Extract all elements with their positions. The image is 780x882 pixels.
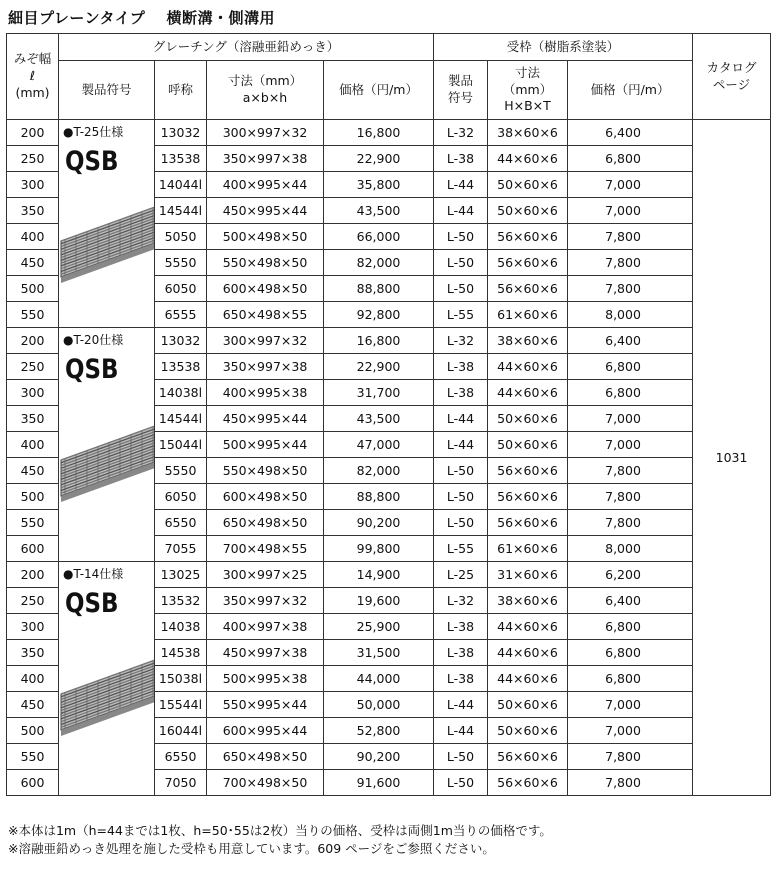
width-cell: 200 <box>7 120 59 146</box>
width-cell: 250 <box>7 354 59 380</box>
frame-price-cell: 7,000 <box>568 692 693 718</box>
frame-code-header: 製品 符号 <box>434 61 488 120</box>
nominal-cell: 6550 <box>155 744 207 770</box>
price-cell: 14,900 <box>324 562 434 588</box>
dims-cell: 700×498×55 <box>207 536 324 562</box>
frame-code-cell: L-38 <box>434 640 488 666</box>
width-cell: 450 <box>7 250 59 276</box>
frame-code-cell: L-50 <box>434 224 488 250</box>
frame-code-cell: L-44 <box>434 718 488 744</box>
frame-dims-cell: 44×60×6 <box>488 640 568 666</box>
frame-code-cell: L-50 <box>434 458 488 484</box>
dims-cell: 550×498×50 <box>207 250 324 276</box>
catalog-page-cell: 1031 <box>693 120 771 796</box>
frame-code-cell: L-50 <box>434 770 488 796</box>
width-cell: 550 <box>7 510 59 536</box>
price-cell: 90,200 <box>324 510 434 536</box>
frame-dims-cell: 44×60×6 <box>488 380 568 406</box>
grating-group-header: グレーチング（溶融亜鉛めっき） <box>59 34 434 61</box>
nominal-cell: 13538 <box>155 146 207 172</box>
frame-dims-cell: 44×60×6 <box>488 614 568 640</box>
brand-logo: QSB <box>65 588 119 619</box>
nominal-cell: 13532 <box>155 588 207 614</box>
frame-dims-cell: 50×60×6 <box>488 718 568 744</box>
dims-cell: 400×997×38 <box>207 614 324 640</box>
frame-price-cell: 7,000 <box>568 718 693 744</box>
width-cell: 550 <box>7 744 59 770</box>
width-cell: 400 <box>7 224 59 250</box>
frame-code-cell: L-25 <box>434 562 488 588</box>
frame-code-cell: L-44 <box>434 172 488 198</box>
price-cell: 66,000 <box>324 224 434 250</box>
nominal-cell: 6050 <box>155 276 207 302</box>
price-cell: 47,000 <box>324 432 434 458</box>
nominal-cell: 13032 <box>155 120 207 146</box>
frame-dims-cell: 56×60×6 <box>488 770 568 796</box>
page-title: 細目プレーンタイプ 横断溝・側溝用 <box>8 9 275 27</box>
frame-code-cell: L-38 <box>434 380 488 406</box>
width-cell: 350 <box>7 406 59 432</box>
frame-code-cell: L-32 <box>434 588 488 614</box>
width-cell: 500 <box>7 718 59 744</box>
frame-dims-cell: 56×60×6 <box>488 510 568 536</box>
nominal-cell: 13032 <box>155 328 207 354</box>
frame-price-header: 価格（円/m） <box>568 61 693 120</box>
frame-price-cell: 7,000 <box>568 172 693 198</box>
frame-price-cell: 6,400 <box>568 588 693 614</box>
width-cell: 300 <box>7 380 59 406</box>
frame-dims-cell: 38×60×6 <box>488 120 568 146</box>
width-cell: 500 <box>7 484 59 510</box>
width-cell: 600 <box>7 536 59 562</box>
frame-code-cell: L-32 <box>434 120 488 146</box>
price-cell: 22,900 <box>324 354 434 380</box>
frame-price-cell: 7,800 <box>568 770 693 796</box>
width-cell: 500 <box>7 276 59 302</box>
frame-code-cell: L-50 <box>434 250 488 276</box>
dims-cell: 300×997×32 <box>207 328 324 354</box>
frame-code-cell: L-38 <box>434 666 488 692</box>
frame-dims-cell: 56×60×6 <box>488 744 568 770</box>
frame-price-cell: 8,000 <box>568 536 693 562</box>
price-cell: 22,900 <box>324 146 434 172</box>
frame-dims-cell: 38×60×6 <box>488 588 568 614</box>
product-code-header: 製品符号 <box>59 61 155 120</box>
frame-dims-cell: 56×60×6 <box>488 276 568 302</box>
frame-price-cell: 7,800 <box>568 744 693 770</box>
load-spec-label: ●T-14仕様 <box>63 567 124 581</box>
frame-price-cell: 7,800 <box>568 250 693 276</box>
product-image-cell <box>59 562 155 796</box>
brand-logo: QSB <box>65 146 119 177</box>
price-cell: 82,000 <box>324 458 434 484</box>
brand-logo: QSB <box>65 354 119 385</box>
dims-cell: 300×997×25 <box>207 562 324 588</box>
frame-price-cell: 7,800 <box>568 276 693 302</box>
frame-dims-cell: 61×60×6 <box>488 536 568 562</box>
nominal-cell: 14038 <box>155 614 207 640</box>
width-cell: 300 <box>7 172 59 198</box>
nominal-cell: 14544l <box>155 198 207 224</box>
nominal-cell: 15044l <box>155 432 207 458</box>
nominal-cell: 5550 <box>155 458 207 484</box>
price-cell: 88,800 <box>324 276 434 302</box>
grating-illustration-icon <box>59 562 155 796</box>
nominal-cell: 14038l <box>155 380 207 406</box>
frame-code-cell: L-38 <box>434 354 488 380</box>
price-cell: 16,800 <box>324 328 434 354</box>
frame-dims-cell: 50×60×6 <box>488 692 568 718</box>
dims-cell: 350×997×32 <box>207 588 324 614</box>
nominal-cell: 15038l <box>155 666 207 692</box>
nominal-cell: 13538 <box>155 354 207 380</box>
frame-code-cell: L-50 <box>434 484 488 510</box>
width-cell: 350 <box>7 640 59 666</box>
dims-cell: 350×997×38 <box>207 146 324 172</box>
catalog-page-header: カタログ ページ <box>693 34 771 120</box>
price-cell: 31,700 <box>324 380 434 406</box>
price-cell: 88,800 <box>324 484 434 510</box>
price-cell: 90,200 <box>324 744 434 770</box>
frame-price-cell: 7,800 <box>568 510 693 536</box>
frame-price-cell: 6,800 <box>568 380 693 406</box>
price-cell: 43,500 <box>324 198 434 224</box>
width-cell: 200 <box>7 562 59 588</box>
nominal-cell: 14538 <box>155 640 207 666</box>
width-cell: 450 <box>7 458 59 484</box>
width-cell: 400 <box>7 666 59 692</box>
frame-dims-cell: 61×60×6 <box>488 302 568 328</box>
dims-cell: 450×997×38 <box>207 640 324 666</box>
product-image-cell <box>59 328 155 562</box>
frame-dims-cell: 50×60×6 <box>488 406 568 432</box>
dims-cell: 450×995×44 <box>207 198 324 224</box>
nominal-cell: 14044l <box>155 172 207 198</box>
width-cell: 250 <box>7 146 59 172</box>
frame-code-cell: L-44 <box>434 692 488 718</box>
frame-code-cell: L-50 <box>434 510 488 536</box>
price-cell: 44,000 <box>324 666 434 692</box>
frame-dims-cell: 50×60×6 <box>488 432 568 458</box>
price-cell: 19,600 <box>324 588 434 614</box>
dims-cell: 650×498×50 <box>207 744 324 770</box>
frame-code-cell: L-50 <box>434 744 488 770</box>
frame-dims-cell: 44×60×6 <box>488 354 568 380</box>
frame-price-cell: 6,800 <box>568 614 693 640</box>
width-cell: 200 <box>7 328 59 354</box>
frame-code-cell: L-44 <box>434 432 488 458</box>
frame-price-cell: 7,800 <box>568 458 693 484</box>
frame-dims-cell: 44×60×6 <box>488 146 568 172</box>
width-cell: 450 <box>7 692 59 718</box>
dims-cell: 400×995×38 <box>207 380 324 406</box>
footnotes <box>8 822 552 858</box>
dims-cell: 550×498×50 <box>207 458 324 484</box>
dims-cell: 600×498×50 <box>207 484 324 510</box>
load-spec-label: ●T-25仕様 <box>63 125 124 139</box>
dims-cell: 350×997×38 <box>207 354 324 380</box>
dims-cell: 650×498×50 <box>207 510 324 536</box>
nominal-cell: 6550 <box>155 510 207 536</box>
frame-code-cell: L-32 <box>434 328 488 354</box>
price-cell: 82,000 <box>324 250 434 276</box>
price-cell: 91,600 <box>324 770 434 796</box>
dims-cell: 500×995×44 <box>207 432 324 458</box>
nominal-cell: 5050 <box>155 224 207 250</box>
frame-price-cell: 7,800 <box>568 224 693 250</box>
nominal-cell: 13025 <box>155 562 207 588</box>
frame-dims-cell: 56×60×6 <box>488 250 568 276</box>
table-row <box>7 120 771 146</box>
frame-code-cell: L-50 <box>434 276 488 302</box>
price-cell: 25,900 <box>324 614 434 640</box>
frame-code-cell: L-38 <box>434 146 488 172</box>
dims-cell: 400×995×44 <box>207 172 324 198</box>
footnote: ※本体は1m（h=44までは1枚、h=50･55は2枚）当りの価格、受枠は両側1m当りの価格です。 <box>8 823 552 838</box>
frame-price-cell: 6,400 <box>568 120 693 146</box>
price-table <box>6 33 771 796</box>
frame-dims-cell: 44×60×6 <box>488 666 568 692</box>
product-image-cell <box>59 120 155 328</box>
price-cell: 35,800 <box>324 172 434 198</box>
dims-header: 寸法（mm） a×b×h <box>207 61 324 120</box>
frame-code-cell: L-44 <box>434 198 488 224</box>
frame-dims-cell: 56×60×6 <box>488 484 568 510</box>
frame-price-cell: 7,000 <box>568 432 693 458</box>
grating-illustration-icon <box>59 328 155 562</box>
nominal-cell: 15544l <box>155 692 207 718</box>
price-cell: 52,800 <box>324 718 434 744</box>
frame-code-cell: L-55 <box>434 536 488 562</box>
nominal-cell: 6050 <box>155 484 207 510</box>
price-cell: 43,500 <box>324 406 434 432</box>
price-cell: 99,800 <box>324 536 434 562</box>
nominal-cell: 16044l <box>155 718 207 744</box>
nominal-cell: 6555 <box>155 302 207 328</box>
frame-price-cell: 8,000 <box>568 302 693 328</box>
dims-cell: 300×997×32 <box>207 120 324 146</box>
frame-dims-cell: 38×60×6 <box>488 328 568 354</box>
frame-price-cell: 6,800 <box>568 666 693 692</box>
frame-code-cell: L-38 <box>434 614 488 640</box>
grating-illustration-icon <box>59 120 155 328</box>
nominal-cell: 14544l <box>155 406 207 432</box>
frame-dims-cell: 31×60×6 <box>488 562 568 588</box>
dims-cell: 600×498×50 <box>207 276 324 302</box>
nominal-cell: 7055 <box>155 536 207 562</box>
frame-price-cell: 6,400 <box>568 328 693 354</box>
frame-dims-cell: 56×60×6 <box>488 224 568 250</box>
nominal-cell: 7050 <box>155 770 207 796</box>
nominal-header: 呼称 <box>155 61 207 120</box>
frame-price-cell: 7,800 <box>568 484 693 510</box>
dims-cell: 500×995×38 <box>207 666 324 692</box>
price-cell: 16,800 <box>324 120 434 146</box>
width-column-header: みぞ幅 ℓ (mm) <box>7 34 59 120</box>
table-row <box>7 562 771 588</box>
dims-cell: 550×995×44 <box>207 692 324 718</box>
frame-price-cell: 7,000 <box>568 198 693 224</box>
dims-cell: 500×498×50 <box>207 224 324 250</box>
frame-group-header: 受枠（樹脂系塗装） <box>434 34 693 61</box>
table-row <box>7 328 771 354</box>
price-cell: 92,800 <box>324 302 434 328</box>
width-cell: 250 <box>7 588 59 614</box>
frame-price-cell: 6,800 <box>568 640 693 666</box>
price-cell: 31,500 <box>324 640 434 666</box>
price-header: 価格（円/m） <box>324 61 434 120</box>
frame-dims-header: 寸法 （mm） H×B×T <box>488 61 568 120</box>
dims-cell: 700×498×50 <box>207 770 324 796</box>
width-cell: 300 <box>7 614 59 640</box>
frame-code-cell: L-44 <box>434 406 488 432</box>
frame-price-cell: 6,800 <box>568 354 693 380</box>
dims-cell: 600×995×44 <box>207 718 324 744</box>
frame-price-cell: 7,000 <box>568 406 693 432</box>
load-spec-label: ●T-20仕様 <box>63 333 124 347</box>
nominal-cell: 5550 <box>155 250 207 276</box>
price-cell: 50,000 <box>324 692 434 718</box>
frame-dims-cell: 56×60×6 <box>488 458 568 484</box>
footnote: ※溶融亜鉛めっき処理を施した受枠も用意しています。609 ページをご参照ください。 <box>8 841 495 856</box>
dims-cell: 650×498×55 <box>207 302 324 328</box>
width-cell: 400 <box>7 432 59 458</box>
width-cell: 550 <box>7 302 59 328</box>
frame-code-cell: L-55 <box>434 302 488 328</box>
dims-cell: 450×995×44 <box>207 406 324 432</box>
frame-dims-cell: 50×60×6 <box>488 172 568 198</box>
frame-price-cell: 6,200 <box>568 562 693 588</box>
frame-dims-cell: 50×60×6 <box>488 198 568 224</box>
width-cell: 350 <box>7 198 59 224</box>
frame-price-cell: 6,800 <box>568 146 693 172</box>
width-cell: 600 <box>7 770 59 796</box>
